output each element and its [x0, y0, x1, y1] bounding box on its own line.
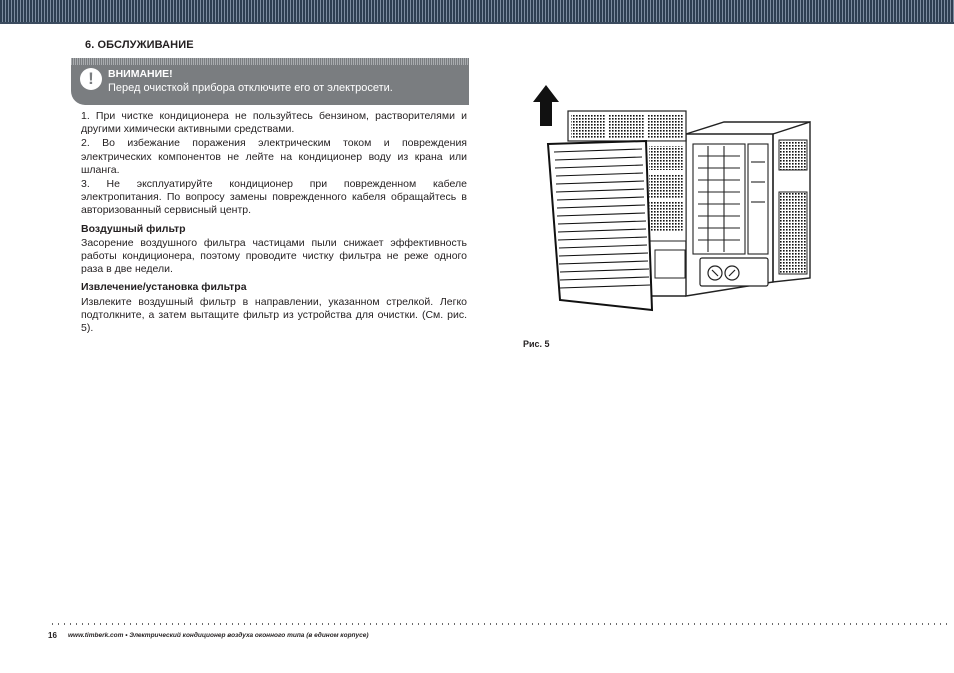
filter-body [646, 141, 686, 241]
air-conditioner-illustration [528, 82, 828, 322]
side-louvers [779, 140, 807, 274]
warning-title: ВНИМАНИЕ! [108, 68, 173, 80]
paragraph-4: Засорение воздушного фильтра частицами пыли снижает эффективность работы кондиционера, поэтому проводите чистку фильтра не реже одного раза в две недели. [81, 236, 467, 276]
heading-air-filter: Воздушный фильтр [81, 222, 186, 235]
cabinet-opening [655, 250, 685, 278]
paragraph-1: 1. При чистке кондиционера не пользуйтесь бензином, растворителями и другими химически активными средствами. [81, 110, 467, 136]
warning-text: Перед очисткой прибора отключите его от электросети. [108, 82, 393, 94]
footer-text: www.timberk.com • Электрический кондиционер воздуха оконного типа (в едином корпусе) [68, 632, 369, 639]
control-panel [700, 258, 768, 286]
paragraph-5: Извлеките воздушный фильтр в направлении, указанном стрелкой. Легко подтолкните, а затем вытащите фильтр из устройства для очистки. (См. рис. 5). [81, 295, 467, 335]
paragraph-2: 2. Во избежание поражения электрическим током и повреждения электрических компонентов не лейте на кондиционер воду из крана или шланга. [81, 137, 467, 176]
section-title: 6. ОБСЛУЖИВАНИЕ [85, 39, 194, 51]
figure-caption: Рис. 5 [523, 339, 550, 349]
front-grille [548, 141, 652, 310]
header-stripe [0, 0, 954, 22]
up-arrow-icon [533, 85, 559, 126]
warning-stripe [71, 58, 469, 65]
footer-divider [52, 623, 952, 625]
page-number: 16 [48, 631, 57, 640]
body-text [81, 110, 467, 336]
header-divider [0, 22, 954, 24]
heading-filter-removal: Извлечение/установка фильтра [81, 281, 247, 294]
exclamation-icon: ! [80, 68, 102, 90]
filter-panel [568, 111, 686, 141]
paragraph-3: 3. Не эксплуатируйте кондиционер при поврежденном кабеле электропитания. По вопросу замены поврежденного кабеля обращайтесь в авторизованный сервисный центр. [81, 178, 467, 217]
air-outlet-grille [693, 144, 768, 254]
warning-box [71, 58, 469, 105]
